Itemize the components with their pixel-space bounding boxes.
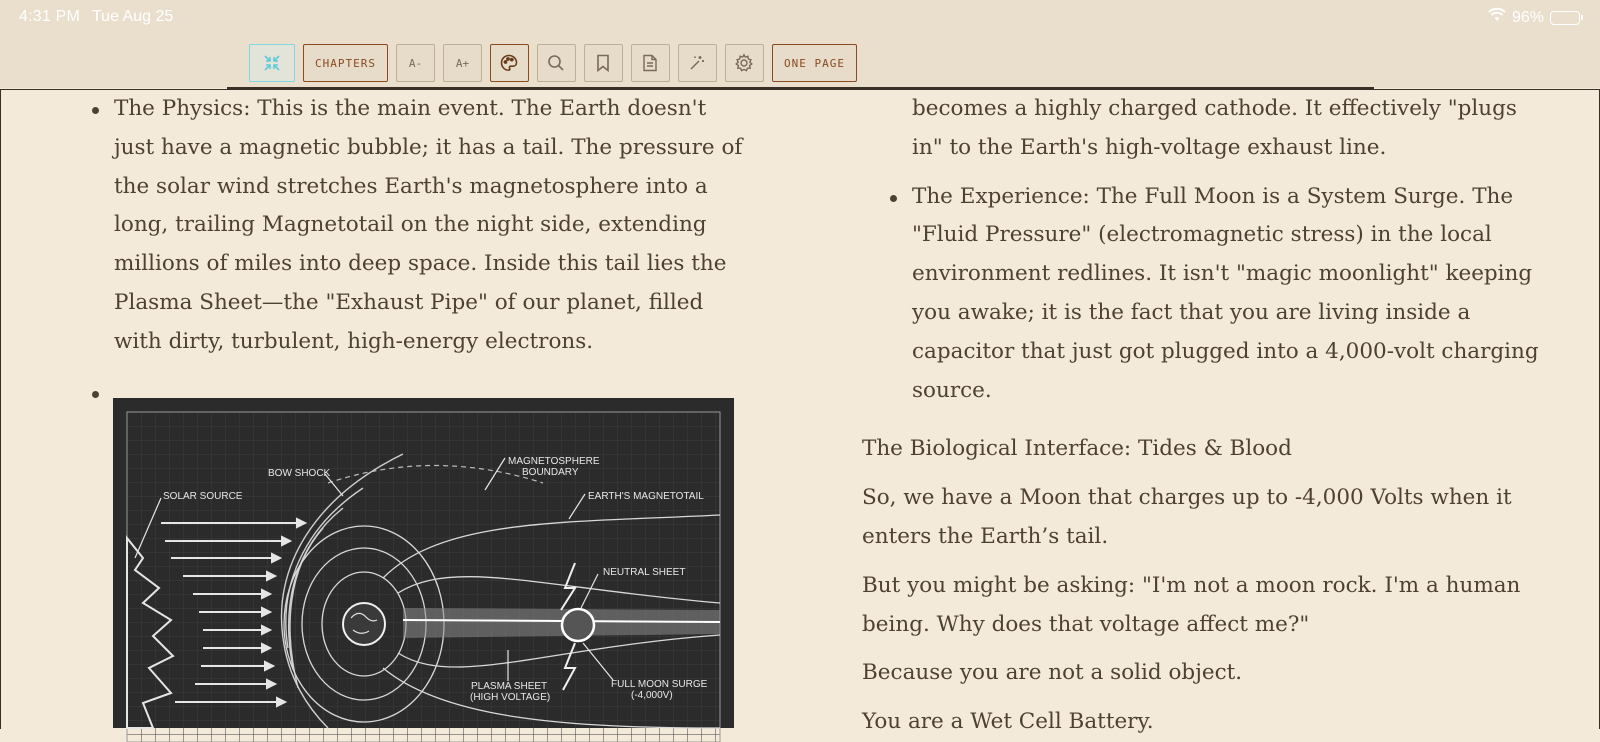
magic-wand-icon	[688, 54, 706, 72]
section-heading: The Biological Interface: Tides & Blood	[862, 436, 1292, 462]
palette-icon	[499, 53, 519, 73]
label-plasma-sheet-1: PLASMA SHEET	[471, 681, 548, 692]
paragraph: You are a Wet Cell Battery.	[862, 709, 1154, 735]
settings-button[interactable]	[725, 44, 764, 82]
list-item	[888, 178, 1542, 411]
label-plasma-sheet-2: (HIGH VOLTAGE)	[470, 692, 551, 703]
continued-paragraph	[862, 90, 1542, 168]
wifi-icon	[1488, 8, 1506, 27]
paragraph: Because you are not a solid object.	[862, 660, 1243, 686]
continued-text: becomes a highly charged cathode. It effectively "plugs in" to the Earth's high-voltage exhaust line.	[912, 96, 1517, 160]
label-magnetosphere-1: MAGNETOSPHERE	[508, 456, 600, 467]
top-bar	[0, 0, 1600, 88]
right-column	[862, 90, 1542, 742]
theme-button[interactable]	[490, 44, 529, 82]
label-full-moon-1: FULL MOON SURGE	[611, 679, 708, 690]
paragraph: So, we have a Moon that charges up to -4,000 Volts when it enters the Earth’s tail.	[862, 485, 1512, 549]
status-date: Tue Aug 25	[92, 8, 174, 25]
label-solar-source: SOLAR SOURCE	[163, 491, 243, 502]
magnetosphere-diagram	[113, 398, 734, 728]
list-item	[90, 90, 750, 362]
font-smaller-button[interactable]: A-	[396, 44, 435, 82]
label-magnetotail: EARTH'S MAGNETOTAIL	[588, 491, 704, 502]
battery-percent: 96%	[1511, 8, 1544, 26]
label-bow-shock: BOW SHOCK	[268, 468, 331, 479]
label-full-moon-2: (-4,000V)	[631, 690, 673, 701]
experience-bullet-text: The Experience: The Full Moon is a System Surge. The "Fluid Pressure" (electromagnetic stress) in the local environment redlines. It isn't "magic moonlight" keeping you awake; it is the fact that you are living inside a capacitor that just got plugged into a 4,000-volt charging source.	[912, 183, 1539, 403]
notes-button[interactable]	[631, 44, 670, 82]
battery-icon	[1550, 11, 1580, 25]
bookmark-icon	[596, 54, 610, 72]
magic-button[interactable]	[678, 44, 717, 82]
collapse-icon	[262, 53, 282, 73]
one-page-button[interactable]: ONE PAGE	[772, 44, 857, 82]
search-icon	[547, 54, 565, 72]
chapters-button[interactable]: CHAPTERS	[303, 44, 388, 82]
physics-bullet-text: The Physics: This is the main event. The Earth doesn't just have a magnetic bubble; it has a tail. The pressure of the solar wind stretches Earth's magnetosphere into a long, trailing Magnetotail on the night side, extending millions of miles into deep space. Inside this tail lies the Plasma Sheet—the "Exhaust Pipe" of our planet, filled with dirty, turbulent, high-energy electrons.	[114, 96, 743, 354]
status-time: 4:31 PM	[19, 8, 80, 25]
reader-toolbar	[249, 43, 857, 83]
bookmark-button[interactable]	[584, 44, 623, 82]
label-magnetosphere-2: BOUNDARY	[522, 467, 579, 478]
gear-icon	[734, 53, 754, 73]
document-icon	[642, 54, 658, 72]
label-neutral-sheet: NEUTRAL SHEET	[603, 567, 686, 578]
left-column	[90, 90, 750, 412]
paragraph: But you might be asking: "I'm not a moon rock. I'm a human being. Why does that voltage affect me?"	[862, 572, 1521, 637]
collapse-toolbar-button[interactable]	[249, 44, 295, 82]
search-button[interactable]	[537, 44, 576, 82]
font-larger-button[interactable]: A+	[443, 44, 482, 82]
status-indicators	[1488, 8, 1580, 27]
